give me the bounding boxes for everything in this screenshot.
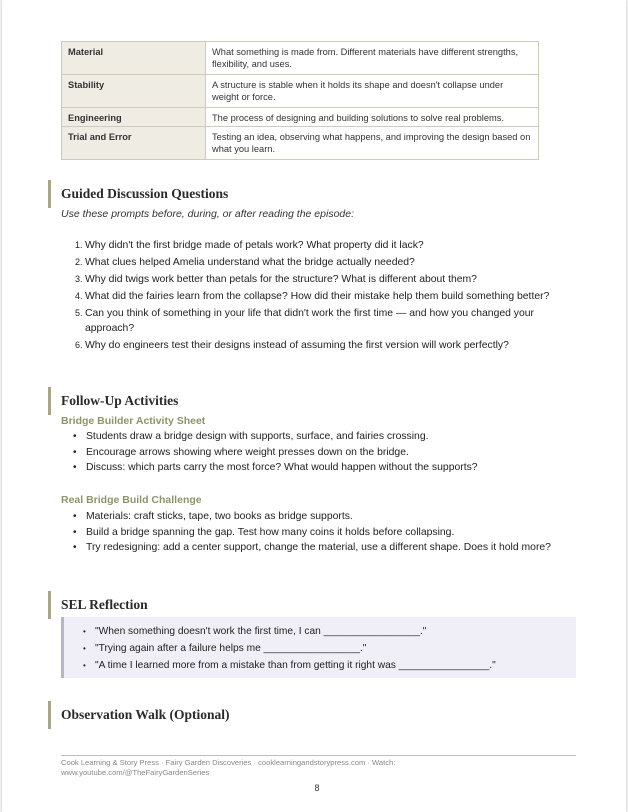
activity-sheet-title: Bridge Builder Activity Sheet	[61, 415, 206, 427]
document-page	[2, 0, 626, 812]
vocab-row	[62, 75, 539, 108]
list-item	[73, 446, 576, 461]
list-item: 1. Why didn't the first bridge made of petals work? What property did it lack?	[85, 238, 585, 254]
list-item	[83, 623, 565, 640]
vocab-definition: The process of designing and building solutions to solve real problems.	[206, 108, 539, 127]
observation-heading: Observation Walk (Optional)	[48, 701, 230, 729]
list-item-text: Build a bridge spanning the gap. Test how many coins it holds before collapsing.	[86, 526, 455, 538]
bullet-icon: •	[73, 511, 77, 522]
list-item: 4. What did the fairies learn from the collapse? How did their mistake help them build something better?	[85, 289, 585, 305]
list-item: 6. Why do engineers test their designs instead of assuming the first version will work perfectly?	[85, 338, 585, 354]
list-item	[73, 461, 576, 476]
discussion-question-list	[61, 238, 585, 355]
vocab-term: Trial and Error	[62, 127, 206, 160]
list-item-text: Try redesigning: add a center support, change the material, use a different shape. Does it hold more?	[86, 542, 551, 554]
bullet-icon: •	[83, 627, 86, 636]
list-item: 5. Can you think of something in your life that didn't work the first time — and how you changed your approach?	[85, 306, 585, 336]
bullet-icon: •	[73, 446, 77, 458]
vocab-row	[62, 42, 539, 75]
vocab-term: Stability	[62, 75, 206, 108]
list-item-text: "Trying again after a failure helps me _________________."	[95, 643, 367, 654]
bullet-icon: •	[73, 431, 77, 442]
list-item	[73, 526, 576, 541]
sel-heading: SEL Reflection	[48, 591, 148, 619]
bullet-icon: •	[73, 542, 77, 554]
vocab-term: Engineering	[62, 108, 206, 127]
bullet-icon: •	[73, 526, 77, 538]
list-item-text: Materials: craft sticks, tape, two books as bridge supports.	[86, 511, 353, 522]
bullet-icon: •	[83, 661, 86, 670]
activities-heading: Follow-Up Activities	[48, 387, 178, 415]
list-item-text: Discuss: which parts carry the most force? What would happen without the supports?	[86, 462, 478, 474]
footer-text: Cook Learning & Story Press · Fairy Garden Discoveries · cooklearningandstorypress.com · Watch: www.youtube.com/@TheFairyGardenSeries	[61, 758, 396, 777]
list-item	[83, 657, 565, 674]
vocab-term: Material	[62, 42, 206, 75]
footer-divider	[61, 755, 576, 756]
list-item: 2. What clues helped Amelia understand what the bridge actually needed?	[85, 255, 585, 271]
vocab-definition: What something is made from. Different materials have different strengths, flexibility, and uses.	[206, 42, 539, 75]
vocab-row	[62, 127, 539, 160]
list-item-text: Students draw a bridge design with supports, surface, and fairies crossing.	[86, 431, 429, 442]
vocab-row	[62, 108, 539, 127]
activity-sheet-list	[72, 430, 576, 477]
list-item-text: "When something doesn't work the first time, I can _________________."	[95, 626, 427, 637]
list-item	[73, 430, 576, 445]
discussion-heading: Guided Discussion Questions	[48, 180, 228, 208]
bullet-icon: •	[73, 462, 77, 474]
sel-prompt-list	[83, 623, 565, 674]
list-item	[73, 510, 576, 525]
vocab-definition: A structure is stable when it holds its shape and doesn't collapse under weight or force.	[206, 75, 539, 108]
list-item: 3. Why did twigs work better than petals for the structure? What is different about them?	[85, 272, 585, 288]
list-item-text: Encourage arrows showing where weight presses down on the bridge.	[86, 446, 409, 458]
list-item	[73, 541, 576, 556]
bridge-challenge-list	[72, 510, 576, 557]
vocabulary-table	[61, 41, 539, 160]
list-item	[83, 640, 565, 657]
list-item-text: "A time I learned more from a mistake than from getting it right was ________________."	[95, 660, 496, 671]
page-number: 8	[314, 783, 320, 793]
bullet-icon: •	[83, 644, 86, 653]
vocab-definition: Testing an idea, observing what happens, and improving the design based on what you learn.	[206, 127, 539, 160]
discussion-intro: Use these prompts before, during, or after reading the episode:	[61, 208, 355, 220]
bridge-challenge-title: Real Bridge Build Challenge	[61, 494, 202, 506]
